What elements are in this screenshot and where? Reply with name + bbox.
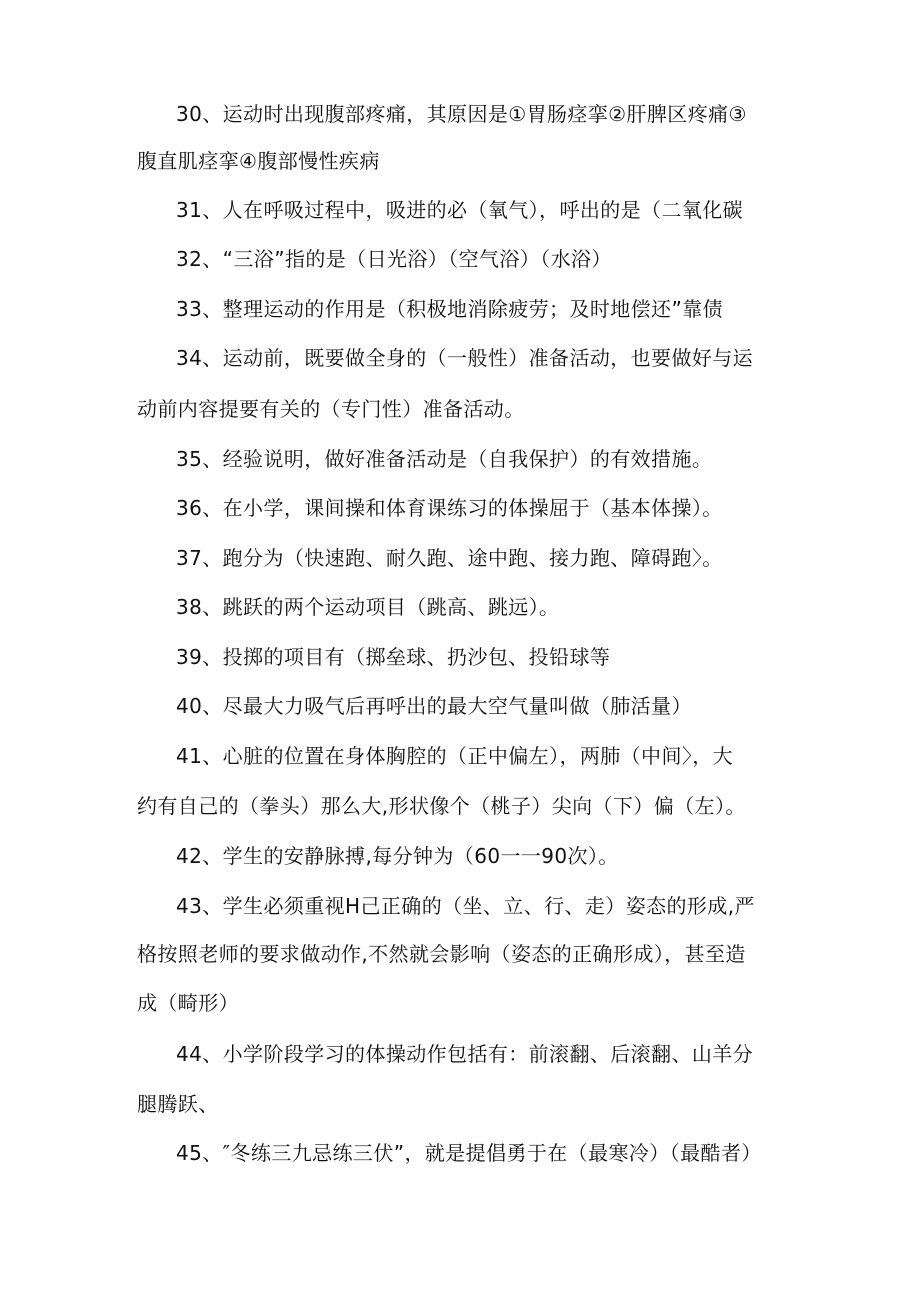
item-34-line-2: 动前内容提要有关的（专门性）准备活动。 — [137, 397, 525, 421]
item-44-line-1: 44、小学阶段学习的体操动作包括有：前滚翻、后滚翻、山羊分 — [176, 1042, 754, 1066]
item-45-line-1: 45、″冬练三九忌练三伏”，就是提倡勇于在（最寒冷）（最酷者） — [176, 1141, 762, 1165]
item-38-line-1: 38、跳跃的两个运动项目（跳高、跳远）。 — [176, 595, 560, 619]
item-34-line-1: 34、运动前，既要做全身的（一般性）准备活动，也要做好与运 — [176, 346, 754, 370]
item-32-line-1: 32、“三浴”指的是（日光浴）（空气浴）（水浴） — [176, 247, 612, 271]
item-30-line-2: 腹直肌痉挛④腹部慢性疾病 — [137, 149, 380, 173]
item-44-line-2: 腿腾跃、 — [137, 1092, 219, 1116]
item-30-line-1: 30、运动时出现腹部疼痛，其原因是①胃肠痉挛②肝脾区疼痛③ — [176, 102, 747, 126]
item-33-line-1: 33、整理运动的作用是（积极地消除疲劳；及时地偿还”靠债 — [176, 297, 724, 321]
item-36-line-1: 36、在小学，课间操和体育课练习的体操屈于（基本体操）。 — [176, 496, 723, 520]
item-41-line-1: 41、心脏的位置在身体胸腔的（正中偏左），两肺（中间〉，大 — [176, 744, 734, 768]
item-43-line-3: 成（畸形） — [137, 991, 239, 1015]
item-31-line-1: 31、人在呼吸过程中，吸进的必（氧气），呼出的是（二氧化碳 — [176, 198, 744, 222]
item-42-line-1: 42、学生的安静脉搏,每分钟为（60一一90次）。 — [176, 844, 619, 868]
item-43-line-1: 43、学生必须重视H己正确的（坐、立、行、走）姿态的形成,严 — [176, 894, 755, 918]
item-40-line-1: 40、尽最大力吸气后再呼出的最大空气量叫做（肺活量） — [176, 694, 692, 718]
item-43-line-2: 格按照老师的要求做动作,不然就会影响（姿态的正确形成），甚至造 — [137, 942, 746, 966]
item-35-line-1: 35、经验说明，做好准备活动是（自我保护）的有效措施。 — [176, 447, 713, 471]
item-39-line-1: 39、投掷的项目有（掷垒球、扔沙包、投铅球等 — [176, 645, 611, 669]
item-41-line-2: 约有自己的（拳头）那么大,形状像个（桃子）尖向（下）偏（左）。 — [137, 794, 746, 818]
item-37-line-1: 37、跑分为（快速跑、耐久跑、途中跑、接力跑、障碍跑〉。 — [176, 546, 723, 570]
